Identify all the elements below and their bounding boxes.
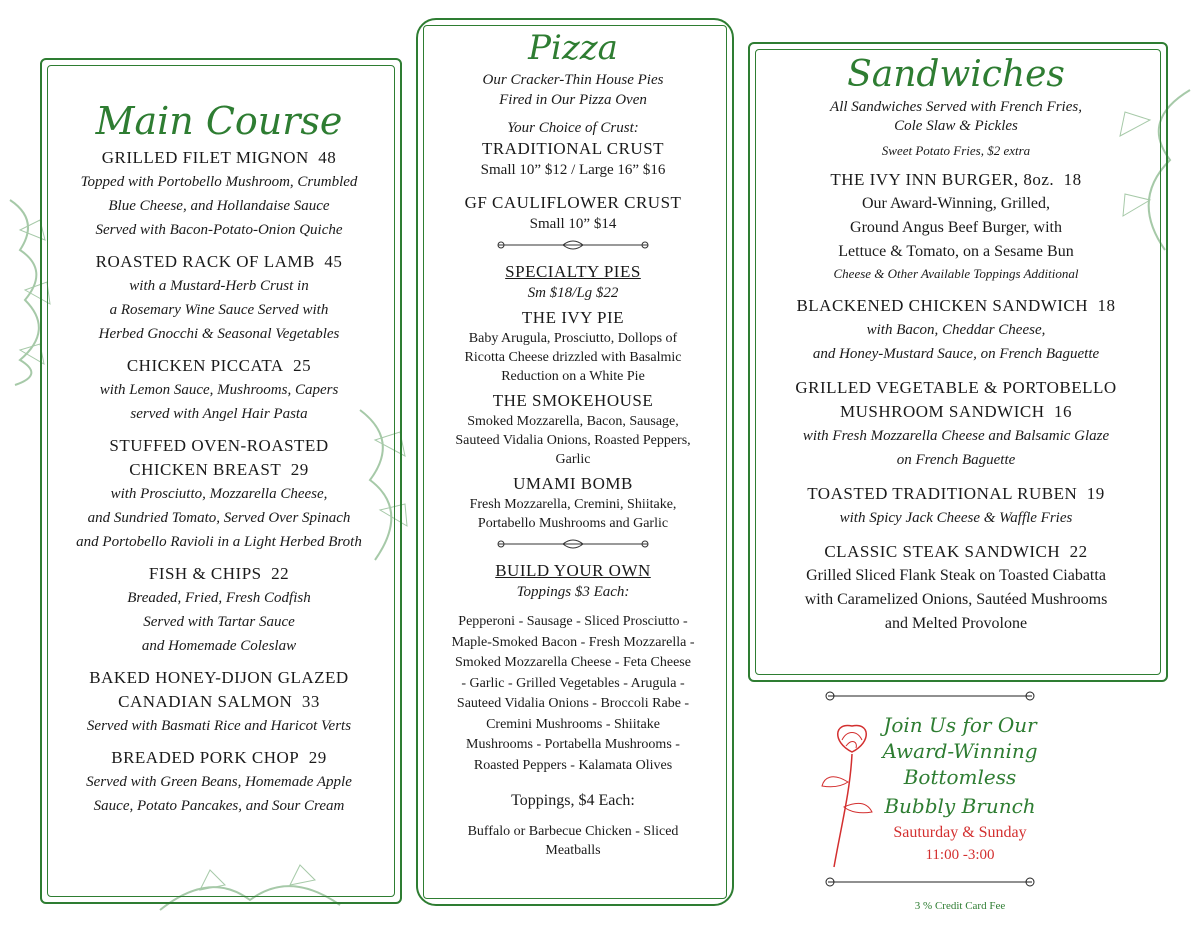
item-name: FISH & CHIPS (148, 564, 262, 583)
pizza-desc: Portabello Mushrooms and Garlic (477, 516, 669, 531)
item-desc: served with Angel Hair Pasta (130, 406, 308, 422)
pizza-desc: Fresh Mozzarella, Cremini, Shiitake, (469, 497, 677, 512)
menu-item (45, 434, 393, 554)
sandwiches-title: Sandwiches (847, 54, 1065, 95)
item-desc: and Portobello Ravioli in a Light Herbed Broth (76, 534, 362, 550)
brunch-line: Bottomless (903, 765, 1017, 789)
menu-item (45, 250, 393, 346)
menu-item (753, 168, 1159, 284)
item-name: STUFFED OVEN-ROASTED (109, 436, 329, 455)
item-price: 22 (1069, 542, 1088, 561)
item-name: BLACKENED CHICKEN SANDWICH (796, 296, 1089, 315)
topping-line: Meatballs (545, 843, 601, 858)
toppings-note: Cheese & Other Available Toppings Additional (833, 266, 1079, 281)
main-course-column (45, 96, 393, 818)
item-desc: Served with Tartar Sauce (143, 614, 295, 630)
ornament-divider-icon (493, 537, 653, 551)
brunch-line: Bubbly Brunch (884, 794, 1036, 818)
brunch-line: Join Us for Our (883, 713, 1037, 737)
menu-item (753, 482, 1159, 530)
pizza-desc: Baby Arugula, Prosciutto, Dollops of (468, 331, 678, 346)
item-name-2: MUSHROOM SANDWICH (840, 402, 1045, 421)
item-name: CLASSIC STEAK SANDWICH (824, 542, 1061, 561)
item-desc: with Caramelized Onions, Sautéed Mushrooms (804, 591, 1108, 608)
item-price: 16 (1054, 402, 1072, 421)
topping-line: Roasted Peppers - Kalamata Olives (473, 757, 673, 773)
item-desc: with Fresh Mozzarella Cheese and Balsamic Glaze (802, 428, 1110, 444)
traditional-crust: TRADITIONAL CRUST (481, 139, 665, 158)
item-price: 25 (293, 356, 312, 375)
menu-item (45, 354, 393, 426)
crust-choice: Your Choice of Crust: (507, 120, 639, 136)
byo-price: Toppings $3 Each: (516, 584, 630, 600)
item-desc: Herbed Gnocchi & Seasonal Vegetables (98, 326, 340, 342)
brunch-hours: 11:00 -3:00 (925, 847, 995, 863)
item-name: BREADED PORK CHOP (111, 748, 300, 767)
credit-card-fee: 3 % Credit Card Fee (914, 900, 1006, 912)
item-desc: and Homemade Coleslaw (141, 638, 297, 654)
pizza-item (421, 473, 725, 533)
item-desc: Sauce, Potato Pancakes, and Sour Cream (93, 798, 345, 814)
topping-line: Smoked Mozzarella Cheese - Feta Cheese (455, 655, 691, 670)
item-name: THE IVY INN BURGER, 8oz. (830, 170, 1055, 189)
pizza-name: UMAMI BOMB (513, 474, 633, 493)
brunch-days: Sauturday & Sunday (893, 824, 1027, 841)
item-price: 29 (290, 460, 309, 479)
pizza-desc: Garlic (555, 452, 591, 467)
item-desc: with a Mustard-Herb Crust in (129, 278, 309, 294)
topping-line: Sauteed Vidalia Onions - Broccoli Rabe - (456, 696, 690, 711)
topping-line: Mushrooms - Portabella Mushrooms - (466, 737, 680, 752)
item-desc: a Rosemary Wine Sauce Served with (109, 302, 329, 318)
item-desc: Ground Angus Beef Burger, with (850, 219, 1062, 236)
brunch-line: Award-Winning (882, 739, 1038, 763)
specialty-price: Sm $18/Lg $22 (527, 285, 619, 301)
topping-line: Pepperoni - Sausage - Sliced Prosciutto - (458, 614, 688, 629)
item-name: TOASTED TRADITIONAL RUBEN (807, 484, 1078, 503)
menu-item (45, 746, 393, 818)
pizza-intro: Our Cracker-Thin House Pies (482, 72, 664, 88)
item-desc: Topped with Portobello Mushroom, Crumbled (80, 174, 358, 190)
item-desc: and Honey-Mustard Sauce, on French Baguette (812, 346, 1100, 362)
gf-crust: GF CAULIFLOWER CRUST (464, 193, 682, 212)
pizza-name: THE SMOKEHOUSE (492, 391, 654, 410)
ornament-divider-icon (820, 874, 1040, 890)
item-price: 22 (271, 564, 290, 583)
main-course-title: Main Course (95, 99, 343, 143)
pizza-desc: Smoked Mozzarella, Bacon, Sausage, (467, 414, 679, 429)
item-name: GRILLED FILET MIGNON (101, 148, 309, 167)
item-desc: Our Award-Winning, Grilled, (861, 195, 1051, 212)
sweet-potato-note: Sweet Potato Fries, $2 extra (881, 143, 1031, 158)
topping-line: Maple-Smoked Bacon - Fresh Mozzarella - (451, 634, 695, 650)
item-desc: with Prosciutto, Mozzarella Cheese, (110, 486, 328, 502)
item-name: ROASTED RACK OF LAMB (95, 252, 315, 271)
item-desc: with Bacon, Cheddar Cheese, (866, 322, 1046, 338)
menu-item (45, 562, 393, 658)
item-desc: and Melted Provolone (884, 615, 1028, 632)
ornament-divider-icon (820, 688, 1040, 704)
item-price: 18 (1097, 296, 1116, 315)
item-price: 19 (1086, 484, 1105, 503)
menu-item (753, 294, 1159, 366)
item-desc: Served with Bacon-Potato-Onion Quiche (95, 222, 343, 238)
pizza-desc: Reduction on a White Pie (501, 369, 645, 384)
byo-title: BUILD YOUR OWN (495, 561, 651, 580)
item-price: 29 (308, 748, 327, 767)
ornament-divider-icon (493, 238, 653, 252)
pizza-desc: Sauteed Vidalia Onions, Roasted Peppers, (455, 433, 691, 448)
traditional-price: Small 10” $12 / Large 16” $16 (480, 162, 666, 178)
pizza-item (421, 307, 725, 386)
item-price: 18 (1063, 170, 1082, 189)
item-name-2: CANADIAN SALMON (118, 692, 293, 711)
topping-line: - Garlic - Grilled Vegetables - Arugula - (461, 675, 685, 691)
item-name-2: CHICKEN BREAST (129, 460, 282, 479)
item-desc: and Sundried Tomato, Served Over Spinach (87, 510, 351, 526)
item-name: GRILLED VEGETABLE & PORTOBELLO (795, 378, 1117, 397)
item-desc: with Spicy Jack Cheese & Waffle Fries (839, 510, 1073, 526)
topping-line: Buffalo or Barbecue Chicken - Sliced (467, 824, 679, 839)
pizza-intro: Fired in Our Pizza Oven (499, 92, 647, 108)
menu-item (753, 540, 1159, 636)
sandwich-intro: All Sandwiches Served with French Fries, (830, 99, 1082, 115)
gf-price: Small 10” $14 (529, 216, 617, 232)
item-desc: on French Baguette (896, 452, 1016, 468)
item-name: BAKED HONEY-DIJON GLAZED (89, 668, 349, 687)
pizza-column (421, 26, 725, 860)
toppings-list (421, 612, 725, 776)
item-name: CHICKEN PICCATA (126, 356, 284, 375)
menu-item (45, 666, 393, 738)
item-desc: Breaded, Fried, Fresh Codfish (127, 590, 311, 606)
menu-item (753, 376, 1159, 472)
topping-line: Cremini Mushrooms - Shiitake (486, 716, 660, 732)
sandwiches-column (753, 52, 1159, 636)
item-desc: Served with Green Beans, Homemade Apple (86, 774, 352, 790)
item-price: 48 (318, 148, 337, 167)
specialty-title: SPECIALTY PIES (505, 262, 641, 281)
item-desc: Served with Basmati Rice and Haricot Verts (86, 718, 352, 734)
sandwich-intro: Cole Slaw & Pickles (894, 118, 1018, 134)
item-desc: Grilled Sliced Flank Steak on Toasted Ciabatta (806, 567, 1106, 584)
toppings4-title: Toppings, $4 Each: (511, 792, 635, 809)
item-price: 45 (324, 252, 343, 271)
pizza-item (421, 390, 725, 469)
item-desc: with Lemon Sauce, Mushrooms, Capers (99, 382, 339, 398)
item-desc: Blue Cheese, and Hollandaise Sauce (108, 198, 330, 214)
item-desc: Lettuce & Tomato, on a Sesame Bun (838, 243, 1074, 260)
item-price: 33 (301, 692, 320, 711)
pizza-name: THE IVY PIE (521, 308, 625, 327)
pizza-desc: Ricotta Cheese drizzled with Basalmic (464, 350, 682, 365)
brunch-box (870, 712, 1050, 866)
pizza-title: Pizza (528, 28, 618, 68)
menu-item (45, 146, 393, 242)
